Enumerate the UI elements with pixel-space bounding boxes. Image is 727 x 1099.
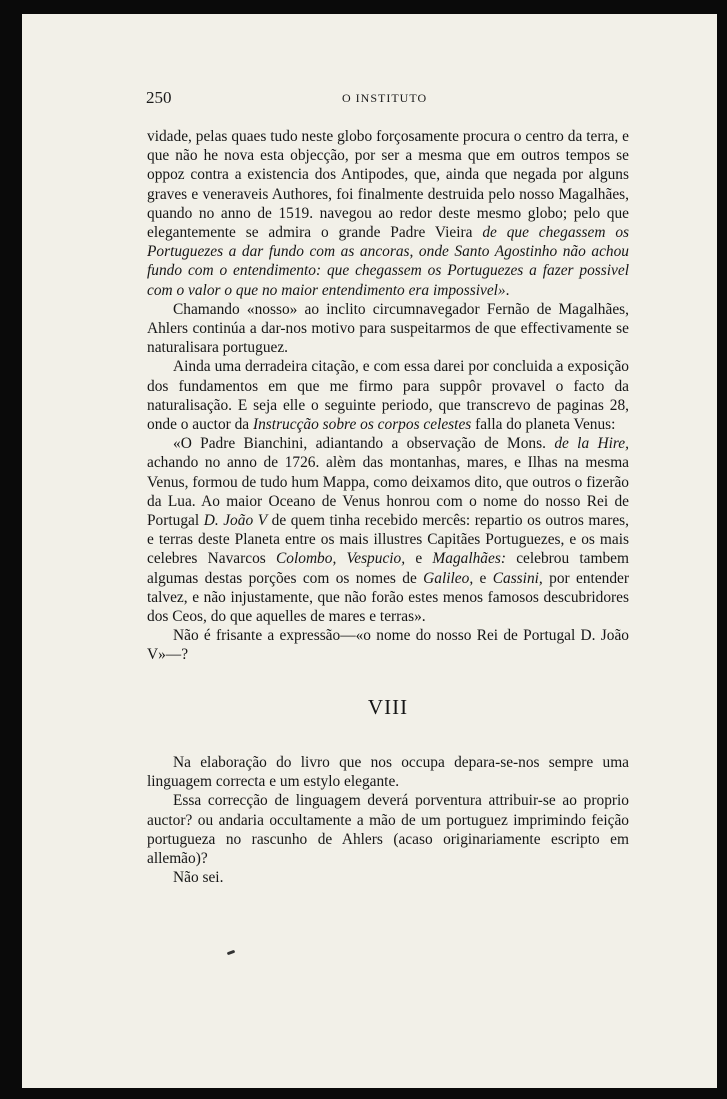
italic-text: D. João V (203, 512, 268, 530)
paragraph (147, 868, 629, 887)
italic-text: de que chegassem os Portuguezes a dar fundo com as ancoras, onde Santo Agostinho não achou fundo com o entendimento: que chegassem os Portuguezes a fazer possivel com o valor o que no maior entendimento era impossivel» (147, 224, 629, 299)
italic-text: Cassini, (492, 569, 543, 587)
text-run: por entender talvez, e não injustamente, que não forão estes menos famosos descubridores dos Ceos, do que aquelles de mares e terras». (147, 569, 629, 626)
paragraph (147, 127, 629, 300)
text-run: vidade, pelas quaes tudo neste globo forçosamente procura o centro da terra, e que não he nova esta objecção, por ser a mesma que em outros tempos se oppoz contra a existencia dos Antipodes, que, ainda que negada por alguns graves e veneraveis Authores, foi finalmente destruida pelo nosso Magalhães, quando no anno de 1519. navegou ao redor deste mesmo globo; pelo que elegantemente se admira o grande Padre Vieira (147, 128, 629, 242)
text-run: falla do planeta Venus: (471, 416, 616, 434)
paragraph (147, 357, 629, 434)
italic-text: Colombo, Vespucio, (276, 550, 406, 568)
text-run: e (405, 550, 433, 568)
text-run: Na elaboração do livro que nos occupa depara-se-nos sempre uma linguagem correcta e um estylo elegante. (147, 753, 629, 791)
text-run: Essa correcção de linguagem deverá porventura attribuir-se ao proprio auctor? ou andaria occultamente a mão de um portuguez imprimindo feição portugueza no rascunho de Ahlers (acaso originariamente escripto em allemão)? (147, 792, 629, 867)
scanned-page (22, 14, 717, 1088)
text-run: e (473, 569, 493, 587)
paragraph (147, 626, 629, 664)
paragraph (147, 434, 629, 626)
italic-text: Galileo, (423, 569, 474, 587)
paragraph (147, 753, 629, 791)
italic-text: de la Hire, (554, 435, 629, 453)
body-text (147, 127, 629, 887)
page-number: 250 (146, 88, 172, 107)
text-run: Não sei. (173, 869, 224, 887)
text-run: Chamando «nosso» ao inclito circumnavegador Fernão de Magalhães, Ahlers continúa a dar-nos motivo para suspeitarmos de que effectivamente se naturalisara portuguez. (147, 300, 629, 357)
running-title: O INSTITUTO (342, 91, 428, 105)
page-header (146, 88, 616, 112)
paragraph (147, 791, 629, 868)
text-run: Não é frisante a expressão—«o nome do nosso Rei de Portugal D. João V»—? (147, 627, 629, 664)
text-run: de quem tinha recebido mercês: repartio os outros mares, e terras deste Planeta entre os mais illustres Capitães Portuguezes, e os mais celebres Navarcos (147, 512, 629, 568)
ink-smudge (227, 950, 236, 956)
italic-text: Magalhães: (432, 550, 506, 568)
italic-text: Instrucção sobre os corpos celestes (252, 416, 472, 434)
paragraph (147, 300, 629, 358)
text-run: . (505, 281, 510, 299)
text-run: Ainda uma derradeira citação, e com essa darei por concluida a exposição dos fundamentos em que me firmo para suppôr provavel o facto da naturalisação. E seja elle o seguinte periodo, que transcrevo de paginas 28, onde o auctor da (147, 358, 629, 434)
text-run: celebrou tambem algumas destas porções com os nomes de (147, 550, 629, 587)
text-run: «O Padre Bianchini, adiantando a observação de Mons. (173, 435, 555, 453)
section-heading: VIII (367, 694, 409, 719)
text-run: achando no anno de 1726. alèm das montanhas, mares, e Ilhas na mesma Venus, formou de tudo hum Mappa, como deixamos dito, que outros o fizerão da Lua. Ao maior Oceano de Venus honrou com o nome do nosso Rei de Portugal (147, 454, 629, 530)
